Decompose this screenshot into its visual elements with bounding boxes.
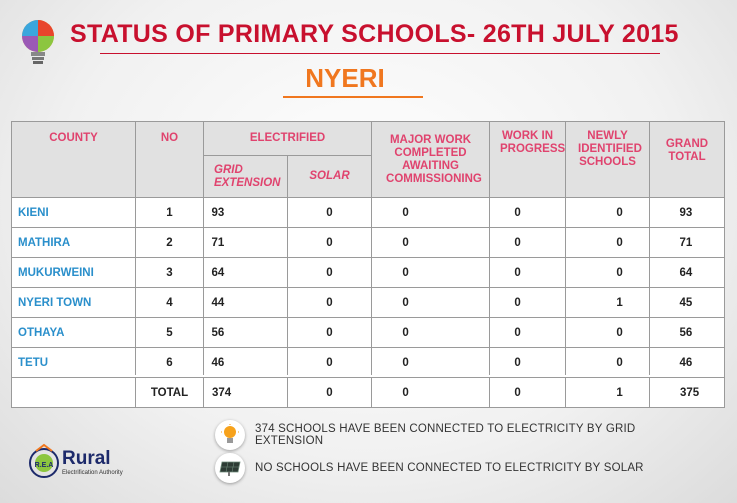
total-row	[12, 378, 725, 408]
org-subtitle: Electrification Authority	[62, 470, 123, 476]
county-subtitle: NYERI	[305, 63, 385, 93]
row-solar: 0	[288, 228, 372, 258]
table-row	[12, 348, 725, 378]
row-county: KIENI	[12, 198, 136, 228]
header-work-in-progress: WORK IN PROGRESS	[490, 122, 566, 198]
subtitle-underline	[283, 96, 423, 98]
title-underline	[100, 53, 660, 54]
row-grid: 46	[204, 348, 288, 378]
row-grid: 44	[204, 288, 288, 318]
org-name: Rural	[62, 448, 111, 469]
total-label: TOTAL	[136, 378, 204, 408]
rea-logo-text: R.E.A	[34, 462, 54, 469]
row-grid: 56	[204, 318, 288, 348]
row-grid: 64	[204, 258, 288, 288]
header-solar: SOLAR	[288, 156, 372, 198]
row-county: OTHAYA	[12, 318, 136, 348]
total-newly: 1	[566, 378, 650, 408]
row-no: 4	[136, 288, 204, 318]
lightbulb-puzzle-icon	[20, 18, 56, 70]
row-major: 0	[372, 198, 490, 228]
row-newly: 0	[566, 258, 650, 288]
row-wip: 0	[490, 198, 566, 228]
header-major-work: MAJOR WORK COMPLETED AWAITING COMMISSIONING	[372, 122, 490, 198]
header-grand-total: GRAND TOTAL	[650, 122, 725, 198]
row-newly: 1	[566, 288, 650, 318]
table-row	[12, 198, 725, 228]
total-major: 0	[372, 378, 490, 408]
total-solar: 0	[288, 378, 372, 408]
row-major: 0	[372, 348, 490, 378]
page-title: STATUS OF PRIMARY SCHOOLS- 26TH JULY 2015	[70, 20, 679, 48]
total-wip: 0	[490, 378, 566, 408]
header-county: COUNTY	[12, 122, 136, 198]
row-grand: 71	[650, 228, 725, 258]
row-no: 1	[136, 198, 204, 228]
row-county: TETU	[12, 348, 136, 378]
row-newly: 0	[566, 318, 650, 348]
row-major: 0	[372, 258, 490, 288]
header-electrified: ELECTRIFIED	[204, 122, 372, 156]
row-grand: 56	[650, 318, 725, 348]
row-newly: 0	[566, 198, 650, 228]
row-solar: 0	[288, 318, 372, 348]
row-wip: 0	[490, 288, 566, 318]
table-row	[12, 288, 725, 318]
row-grand: 45	[650, 288, 725, 318]
row-wip: 0	[490, 258, 566, 288]
row-no: 6	[136, 348, 204, 378]
row-grand: 46	[650, 348, 725, 378]
solar-panel-icon	[215, 453, 245, 483]
row-solar: 0	[288, 348, 372, 378]
table-row	[12, 258, 725, 288]
grid-note	[215, 420, 685, 450]
table-row	[12, 228, 725, 258]
row-major: 0	[372, 318, 490, 348]
row-county: MUKURWEINI	[12, 258, 136, 288]
total-grand: 375	[650, 378, 725, 408]
schools-status-table	[11, 121, 725, 408]
header-newly-identified: NEWLY IDENTIFIED SCHOOLS	[566, 122, 650, 198]
row-no: 2	[136, 228, 204, 258]
header-no: NO	[136, 122, 204, 198]
row-solar: 0	[288, 198, 372, 228]
table-row	[12, 318, 725, 348]
row-major: 0	[372, 228, 490, 258]
row-newly: 0	[566, 228, 650, 258]
row-newly: 0	[566, 348, 650, 378]
solar-note-text: NO SCHOOLS HAVE BEEN CONNECTED TO ELECTRICITY BY SOLAR	[255, 462, 644, 474]
row-no: 3	[136, 258, 204, 288]
row-solar: 0	[288, 258, 372, 288]
row-no: 5	[136, 318, 204, 348]
row-wip: 0	[490, 348, 566, 378]
row-grid: 71	[204, 228, 288, 258]
row-grand: 64	[650, 258, 725, 288]
grid-note-text: 374 SCHOOLS HAVE BEEN CONNECTED TO ELECTRICITY BY GRID EXTENSION	[255, 423, 636, 447]
row-solar: 0	[288, 288, 372, 318]
rea-logo-icon	[28, 443, 60, 483]
bulb-icon	[215, 420, 245, 450]
row-grid: 93	[204, 198, 288, 228]
row-wip: 0	[490, 228, 566, 258]
total-grid: 374	[204, 378, 288, 408]
row-grand: 93	[650, 198, 725, 228]
row-wip: 0	[490, 318, 566, 348]
row-major: 0	[372, 288, 490, 318]
header-grid-extension: GRID EXTENSION	[204, 156, 288, 198]
header-row	[12, 122, 725, 156]
row-county: MATHIRA	[12, 228, 136, 258]
solar-note	[215, 453, 685, 483]
row-county: NYERI TOWN	[12, 288, 136, 318]
total-county-blank	[12, 378, 136, 408]
